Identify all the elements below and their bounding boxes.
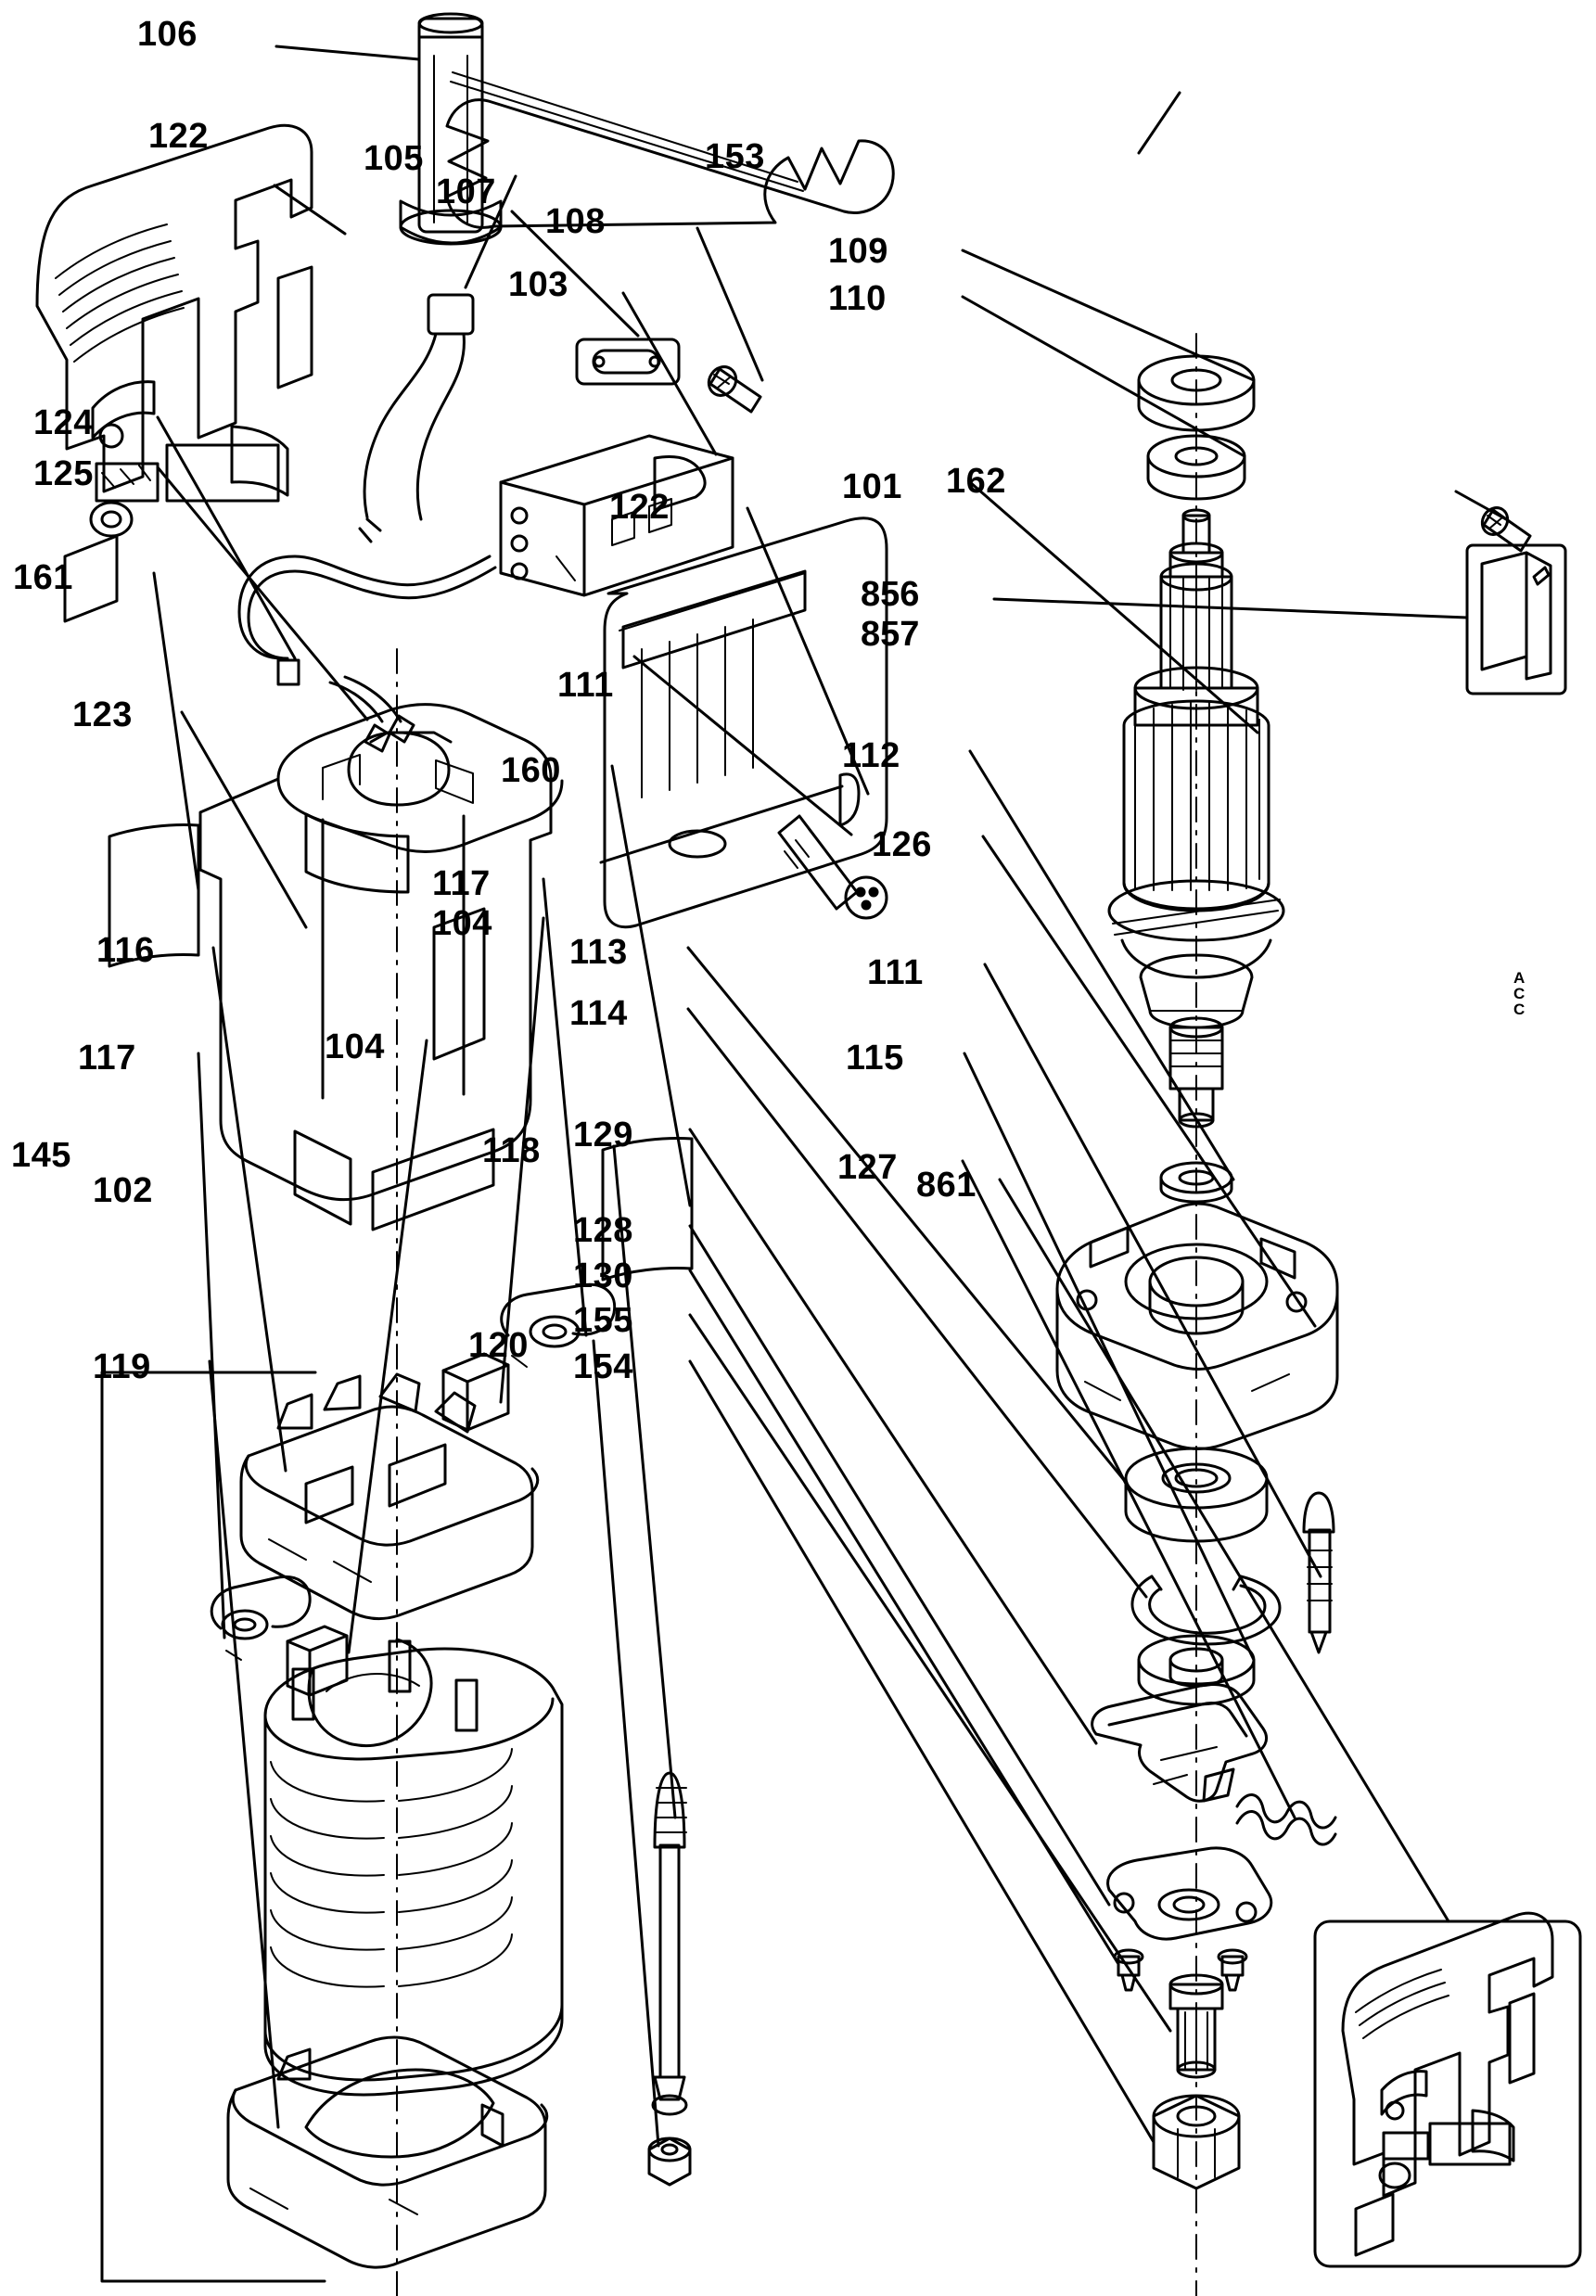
callout-107: 107: [436, 172, 496, 211]
part-153-wrench: [447, 72, 893, 227]
callout-128: 128: [573, 1211, 633, 1250]
callout-120: 120: [468, 1326, 529, 1365]
callout-101: 101: [842, 467, 902, 506]
callout-125: 125: [33, 454, 94, 493]
switch-letter-c-2: C: [1513, 1001, 1526, 1018]
switch-letter-c-1: C: [1513, 985, 1526, 1002]
part-861-carrying-case: [1315, 1913, 1580, 2266]
callout-116: 116: [96, 931, 155, 970]
part-118-long-screw: [653, 1773, 686, 2114]
callout-102: 102: [93, 1171, 153, 1210]
part-122-left-housing: [37, 125, 312, 621]
callout-108: 108: [545, 202, 606, 241]
switch-plate-letters: [1513, 970, 1525, 1017]
part-108-screw: [703, 362, 760, 412]
callout-113: 113: [569, 933, 628, 972]
callout-110: 110: [828, 279, 887, 318]
part-116-brush-holder: [241, 1374, 538, 1618]
callout-118: 118: [482, 1131, 541, 1170]
callout-130: 130: [573, 1256, 633, 1295]
callout-104-upper: 104: [432, 904, 492, 943]
callout-161: 161: [13, 558, 73, 597]
callout-861: 861: [916, 1166, 977, 1205]
callout-124: 124: [33, 403, 94, 442]
part-104-brush-upper: [443, 1354, 508, 1430]
part-129-lever: [1092, 1685, 1267, 1802]
callout-115: 115: [846, 1039, 904, 1078]
part-122-right-housing: [601, 518, 887, 927]
callout-857: 857: [861, 614, 920, 654]
part-856-857-switch-plate: [1467, 545, 1565, 694]
switch-letter-a: A: [1513, 969, 1526, 987]
part-119-base: [228, 2037, 547, 2267]
part-111-screw-upper: [779, 816, 887, 918]
callout-117-lower: 117: [78, 1039, 136, 1078]
part-117-brush-spring-lower: [211, 1576, 310, 1660]
callout-119: 119: [93, 1347, 151, 1386]
callout-129: 129: [573, 1116, 633, 1154]
part-120-nut: [649, 2138, 690, 2185]
callout-111-upper: 111: [557, 666, 614, 705]
callout-856-857: [861, 575, 919, 654]
callout-126: 126: [872, 825, 932, 864]
callout-117-upper: 117: [432, 864, 491, 903]
part-128-plate: [1108, 1848, 1271, 1939]
leader-lines: [56, 46, 1506, 2146]
callout-109: 109: [828, 232, 888, 271]
part-105-cord: [360, 295, 473, 542]
callout-145: 145: [11, 1136, 71, 1175]
callout-106: 106: [137, 15, 198, 54]
part-124-125-wires: [239, 556, 495, 751]
callout-162: 162: [946, 462, 1006, 501]
callout-153: 153: [705, 137, 765, 176]
callout-111-right: 111: [867, 953, 924, 992]
callout-856: 856: [861, 575, 920, 614]
callout-112: 112: [842, 736, 900, 775]
callout-155: 155: [573, 1301, 633, 1340]
callout-105: 105: [364, 139, 424, 178]
callout-123: 123: [72, 695, 133, 734]
callout-104-lower: 104: [325, 1027, 385, 1066]
part-102-field-stator: [265, 1639, 562, 2095]
part-162-screw: [1477, 503, 1530, 551]
callout-154: 154: [573, 1347, 633, 1386]
callout-122-right: 122: [609, 488, 670, 527]
callout-160: 160: [501, 751, 561, 790]
callout-127: 127: [837, 1148, 898, 1187]
callout-122-left: 122: [148, 117, 209, 156]
part-114-retaining-ring: [1132, 1576, 1280, 1644]
callout-114: 114: [569, 994, 628, 1033]
callout-103: 103: [508, 265, 568, 304]
